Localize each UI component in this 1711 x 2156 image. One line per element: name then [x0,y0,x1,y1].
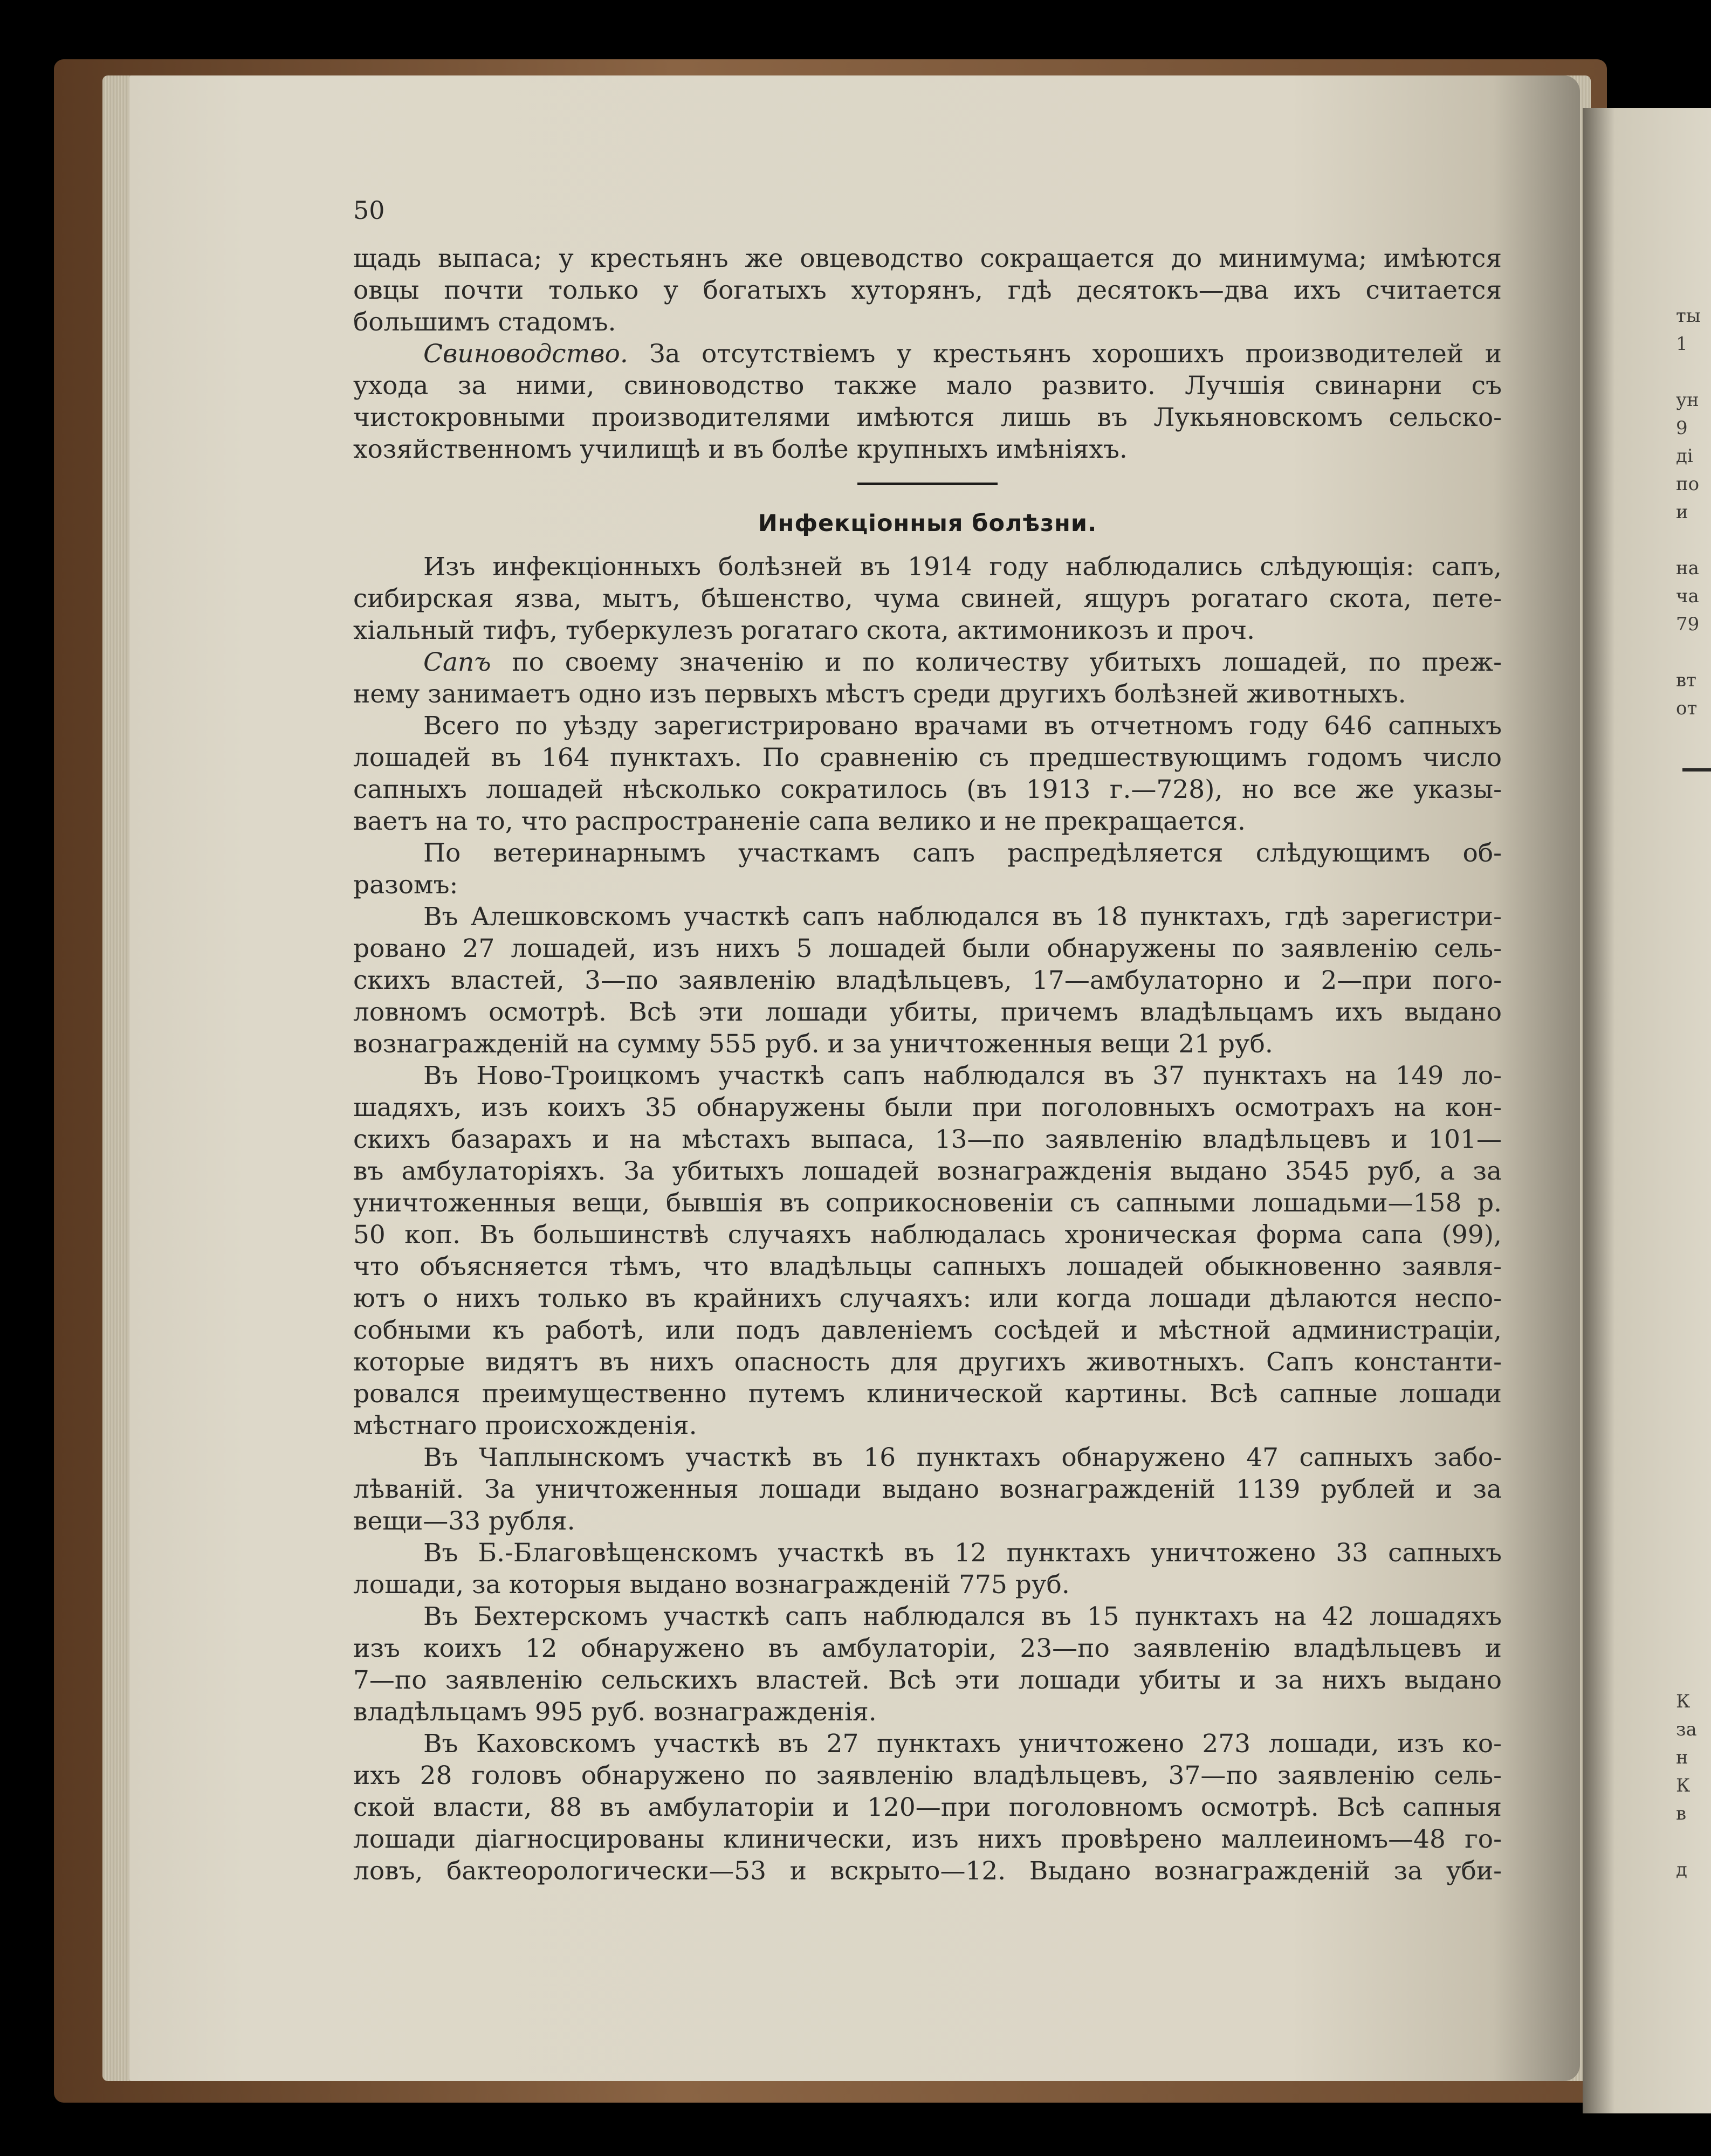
text-line: изъ коихъ 12 обнаружено въ амбулаторіи, 23—по заявленію владѣльцевъ и [353,1634,1502,1663]
text-line: лошадей въ 164 пунктахъ. По сравненію съ предшествующимъ годомъ число [353,743,1502,773]
facing-page-fragment: ун [1676,389,1699,411]
facing-page-text-lower [1676,1687,1711,1884]
text-line: вознагражденій на сумму 555 руб. и за уничтоженныя вещи 21 руб. [353,1029,1273,1059]
text-line: шадяхъ, изъ коихъ 35 обнаружены были при поголовныхъ осмотрахъ на кон- [353,1093,1502,1122]
text-line: Въ Б.-Благовѣщенскомъ участкѣ въ 12 пунктахъ уничтожено 33 сапныхъ [423,1538,1502,1568]
text-line: ихъ 28 головъ обнаружено по заявленію владѣльцевъ, 37—по заявленію сель- [353,1761,1502,1790]
kakhovka-paragraph [353,1728,1502,1887]
text-line: вещи—33 рубля. [353,1506,575,1536]
facing-page-fragment [1676,638,1711,666]
text-line: лошади, за которыя выдано вознагражденій 775 руб. [353,1570,1070,1600]
text-line: Изъ инфекціонныхъ болѣзней въ 1914 году наблюдались слѣдующія: сапъ, [423,552,1502,582]
facing-page-fragment: на [1676,557,1699,579]
chaplynka-paragraph [353,1442,1502,1537]
facing-page-fragment: по [1676,473,1700,495]
text-line: ваетъ на то, что распространеніе сапа велико и не прекращается. [353,807,1246,836]
text-line: По ветеринарнымъ участкамъ сапъ распредѣляется слѣдующимъ об- [423,838,1502,868]
text-line: разомъ: [353,870,458,900]
aleshki-paragraph [353,901,1502,1060]
facing-page-fragment [1676,526,1711,554]
text-line: въ амбулаторіяхъ. За убитыхъ лошадей вознагражденія выдано 3545 руб, а за [353,1156,1502,1186]
facing-page-fragment: 9 [1676,417,1688,439]
text-line: ловномъ осмотрѣ. Всѣ эти лошади убиты, причемъ владѣльцамъ ихъ выдано [353,997,1502,1027]
page-text [353,194,1502,1887]
facing-page-fragment [1676,358,1711,386]
text-line: щадь выпаса; у крестьянъ же овцеводство сокращается до минимума; имѣются [353,244,1502,273]
section-heading: Инфекціонныя болѣзни. [758,510,1097,537]
text-line: овцы почти только у богатыхъ хуторянъ, гдѣ десятокъ—два ихъ считается [353,275,1502,305]
intro-paragraph [353,243,1502,338]
blagoveshchensk-paragraph [353,1537,1502,1601]
pig-farming-lead: Свиноводство. [423,339,628,369]
facing-page-rule [1682,768,1711,772]
facing-page-fragment: ча [1676,586,1699,607]
text-line: ровано 27 лошадей, изъ нихъ 5 лошадей были обнаружены по заявленію сель- [353,934,1502,963]
facing-page-fragment: ты [1676,305,1701,327]
facing-page-fragment: н [1676,1747,1688,1768]
text-line: хіальный тифъ, туберкулезъ рогатаго скота, актимоникозъ и проч. [353,616,1255,645]
text-line: собными къ работѣ, или подъ давленіемъ сосѣдей и мѣстной администраціи, [353,1315,1502,1345]
facing-page-fragment: за [1676,1719,1697,1740]
section-divider [857,483,998,485]
text-line: лѣваній. За уничтоженныя лошади выдано вознагражденій 1139 рублей и за [353,1475,1502,1504]
facing-page-fragment [1676,1828,1711,1856]
text-line: Въ Чаплынскомъ участкѣ въ 16 пунктахъ обнаружено 47 сапныхъ забо- [423,1443,1502,1472]
text-line: ухода за ними, свиноводство также мало развито. Лучшія свинарни съ [353,371,1502,401]
text-line: Въ Каховскомъ участкѣ въ 27 пунктахъ уничтожено 273 лошади, изъ ко- [423,1729,1502,1759]
text-line: мѣстнаго происхожденія. [353,1411,697,1441]
text-line: уничтоженныя вещи, бывшія въ соприкосновеніи съ сапными лошадьми—158 р. [353,1188,1502,1218]
text-line: Всего по уѣзду зарегистрировано врачами въ отчетномъ году 646 сапныхъ [423,711,1502,741]
facing-page-fragment: д [1676,1859,1687,1881]
text-line: ской власти, 88 въ амбулаторіи и 120—при поголовномъ осмотрѣ. Всѣ сапныя [353,1793,1502,1822]
text-line: которые видятъ въ нихъ опасность для другихъ животныхъ. Сапъ константи- [353,1347,1502,1377]
text-line: сибирская язва, мытъ, бѣшенство, чума свиней, ящуръ рогатаго скота, пете- [353,584,1502,614]
text-line: скихъ базарахъ и на мѣстахъ выпаса, 13—по заявленію владѣльцевъ и 101— [353,1125,1502,1154]
facing-page-fragment: 1 [1676,333,1688,355]
text-line: хозяйственномъ училищѣ и въ болѣе крупныхъ имѣніяхъ. [353,435,1128,464]
text-line: что объясняется тѣмъ, что владѣльцы сапныхъ лошадей обыкновенно заявля- [353,1252,1502,1282]
facing-page-fragment: вт [1676,670,1696,691]
text-line [353,646,1502,678]
text-line: Въ Алешковскомъ участкѣ сапъ наблюдался въ 18 пунктахъ, гдѣ зарегистри- [423,902,1502,932]
text-line: владѣльцамъ 995 руб. вознагражденія. [353,1697,877,1727]
diseases-paragraph [353,551,1502,646]
facing-page-fragment: К [1676,1775,1691,1796]
novotroitsk-paragraph [353,1060,1502,1442]
facing-page-fragment: и [1676,501,1688,523]
text-line: скихъ властей, 3—по заявленію владѣльцевъ, 17—амбулаторно и 2—при пого- [353,966,1502,995]
total-paragraph [353,710,1502,837]
distribution-paragraph [353,837,1502,901]
text-line [353,338,1502,370]
text-line: 7—по заявленію сельскихъ властей. Всѣ эти лошади убиты и за нихъ выдано [353,1665,1502,1695]
text-line: чистокровными производителями имѣются лишь въ Лукьяновскомъ сельско- [353,403,1502,432]
facing-page-text [1676,302,1711,722]
text-line: 50 коп. Въ большинствѣ случаяхъ наблюдалась хроническая форма сапа (99), [353,1220,1502,1250]
text-line: сапныхъ лошадей нѣсколько сократилось (въ 1913 г.—728), но все же указы- [353,775,1502,804]
facing-page-fragment: 79 [1676,614,1700,635]
text-span: по своему значенію и по количеству убитыхъ лошадей, по преж- [491,648,1502,677]
text-line: Въ Бехтерскомъ участкѣ сапъ наблюдался въ 15 пунктахъ на 42 лошадяхъ [423,1602,1502,1631]
text-line: ловъ, бактеорологически—53 и вскрыто—12. Выдано вознагражденій за уби- [353,1856,1502,1886]
text-line: лошади діагносцированы клинически, изъ нихъ провѣрено маллеиномъ—48 го- [353,1824,1502,1854]
text-line: ровался преимущественно путемъ клинической картины. Всѣ сапные лошади [353,1379,1502,1409]
text-line: нему занимаетъ одно изъ первыхъ мѣстъ среди другихъ болѣзней животныхъ. [353,679,1406,709]
facing-page-fragment: ді [1676,445,1693,467]
bekhtery-paragraph [353,1601,1502,1728]
facing-page-fragment: К [1676,1691,1691,1712]
text-line: ютъ о нихъ только въ крайнихъ случаяхъ: или когда лошади дѣлаются неспо- [353,1284,1502,1313]
glanders-paragraph [353,646,1502,710]
text-span: За отсутствіемъ у крестьянъ хорошихъ производителей и [628,339,1502,369]
text-line: Въ Ново-Троицкомъ участкѣ сапъ наблюдался въ 37 пунктахъ на 149 ло- [423,1061,1502,1091]
facing-page-fragment: от [1676,698,1698,719]
text-line: большимъ стадомъ. [353,307,616,337]
pig-farming-paragraph [353,338,1502,465]
facing-page-fragment: в [1676,1803,1687,1824]
glanders-lead: Сапъ [423,648,491,677]
page-number: 50 [353,196,385,225]
